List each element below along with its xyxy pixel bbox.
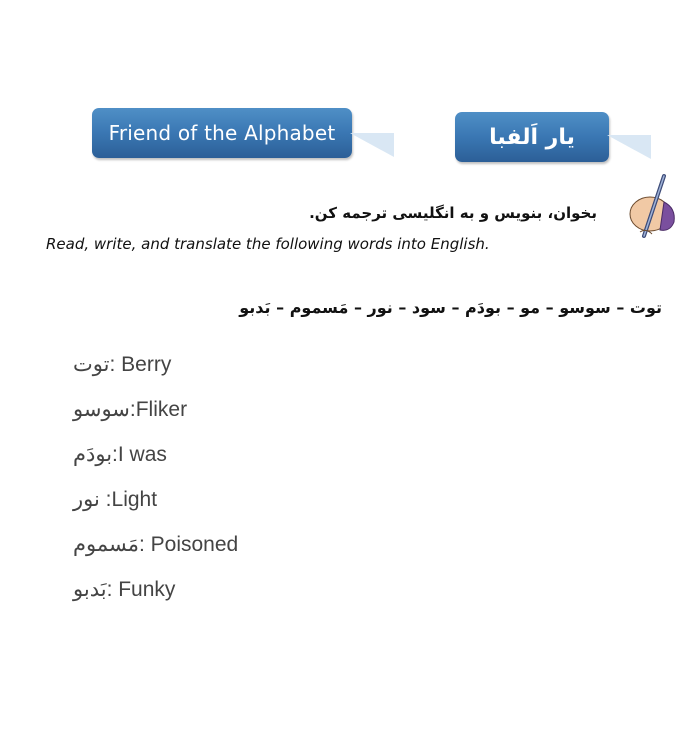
translation-list: [73, 352, 238, 622]
persian-banner-tail: [607, 135, 651, 159]
english-title-banner: [92, 108, 352, 158]
instruction-persian: بخوان، بنویس و به انگلیسی ترجمه کن.: [309, 204, 597, 222]
list-item: نور :Light: [73, 488, 158, 511]
list-item: مَسموم: Poisoned: [73, 533, 239, 556]
word-list-line: توت – سوسو – مو – بودَم – سود – نور – مَسموم – بَدبو: [239, 298, 662, 317]
list-item: بَدبو: Funky: [73, 578, 176, 601]
english-title: Friend of the Alphabet: [108, 121, 336, 145]
english-banner-tail: [350, 133, 394, 157]
persian-title-banner: [455, 112, 609, 162]
persian-title: یار اَلفبا: [489, 124, 575, 150]
instruction-english: Read, write, and translate the following words into English.: [46, 235, 490, 253]
list-item: بودَم:I was: [73, 443, 167, 466]
list-item: توت: Berry: [73, 353, 172, 376]
hand-writing-pen-icon: [624, 172, 680, 242]
list-item: سوسو:Fliker: [73, 398, 188, 421]
